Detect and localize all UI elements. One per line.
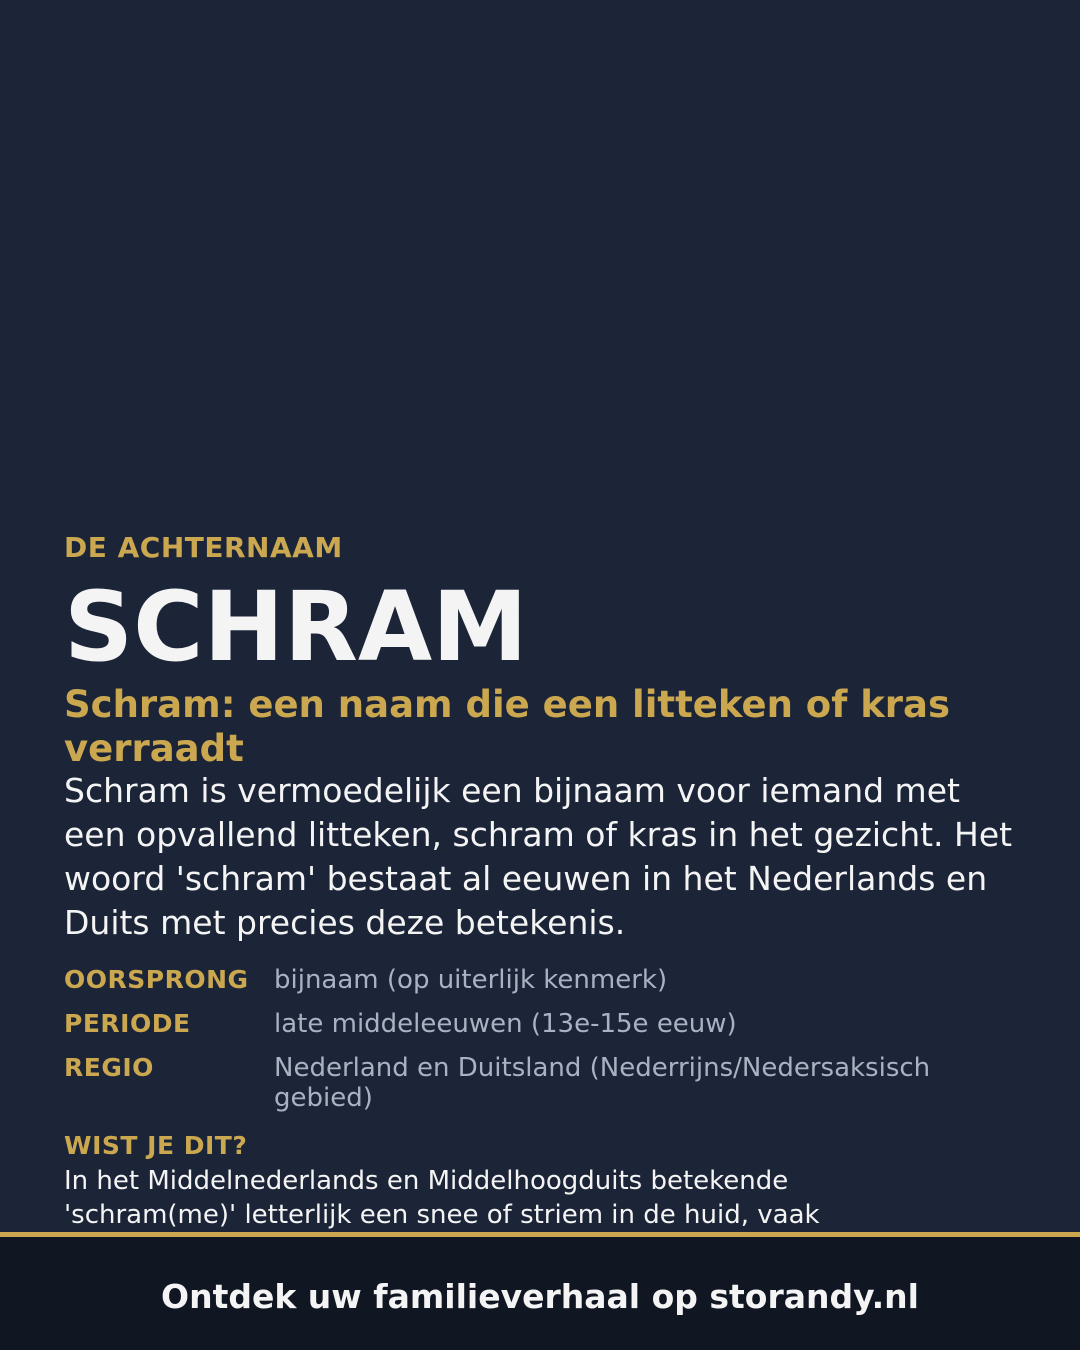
facts-list xyxy=(64,965,1016,1127)
fact-label: PERIODE xyxy=(64,1009,191,1038)
fact-value: Nederland en Duitsland (Nederrijns/Nedersaksisch gebied) xyxy=(274,1053,931,1113)
description: Schram is vermoedelijk een bijnaam voor iemand met een opvallend litteken, schram of kras in het gezicht. Het woord 'schram' bestaat al eeuwen in het Nederlands en Duits met precies deze betekenis. xyxy=(64,771,1013,942)
fact-value: bijnaam (op uiterlijk kenmerk) xyxy=(274,965,668,995)
fact-row-region xyxy=(64,1053,1016,1113)
surname-card xyxy=(64,0,1016,1232)
did-you-know-label: WIST JE DIT? xyxy=(64,1131,248,1160)
fact-value: late middeleeuwen (13e-15e eeuw) xyxy=(274,1009,737,1039)
fact-row-period xyxy=(64,1009,1016,1039)
fact-label: REGIO xyxy=(64,1053,154,1082)
footer xyxy=(0,1237,1080,1350)
eyebrow-label: DE ACHTERNAAM xyxy=(64,531,343,564)
fact-label: OORSPRONG xyxy=(64,965,249,994)
did-you-know-text: In het Middelnederlands en Middelhoogduits betekende 'schram(me)' letterlijk een snee of striem in de huid, vaak xyxy=(64,1166,820,1230)
subtitle: Schram: een naam die een litteken of kras verraadt xyxy=(64,683,951,770)
surname-title: SCHRAM xyxy=(64,571,528,683)
fact-row-origin xyxy=(64,965,1016,995)
footer-cta-link[interactable]: Ontdek uw familieverhaal op storandy.nl xyxy=(161,1277,919,1316)
